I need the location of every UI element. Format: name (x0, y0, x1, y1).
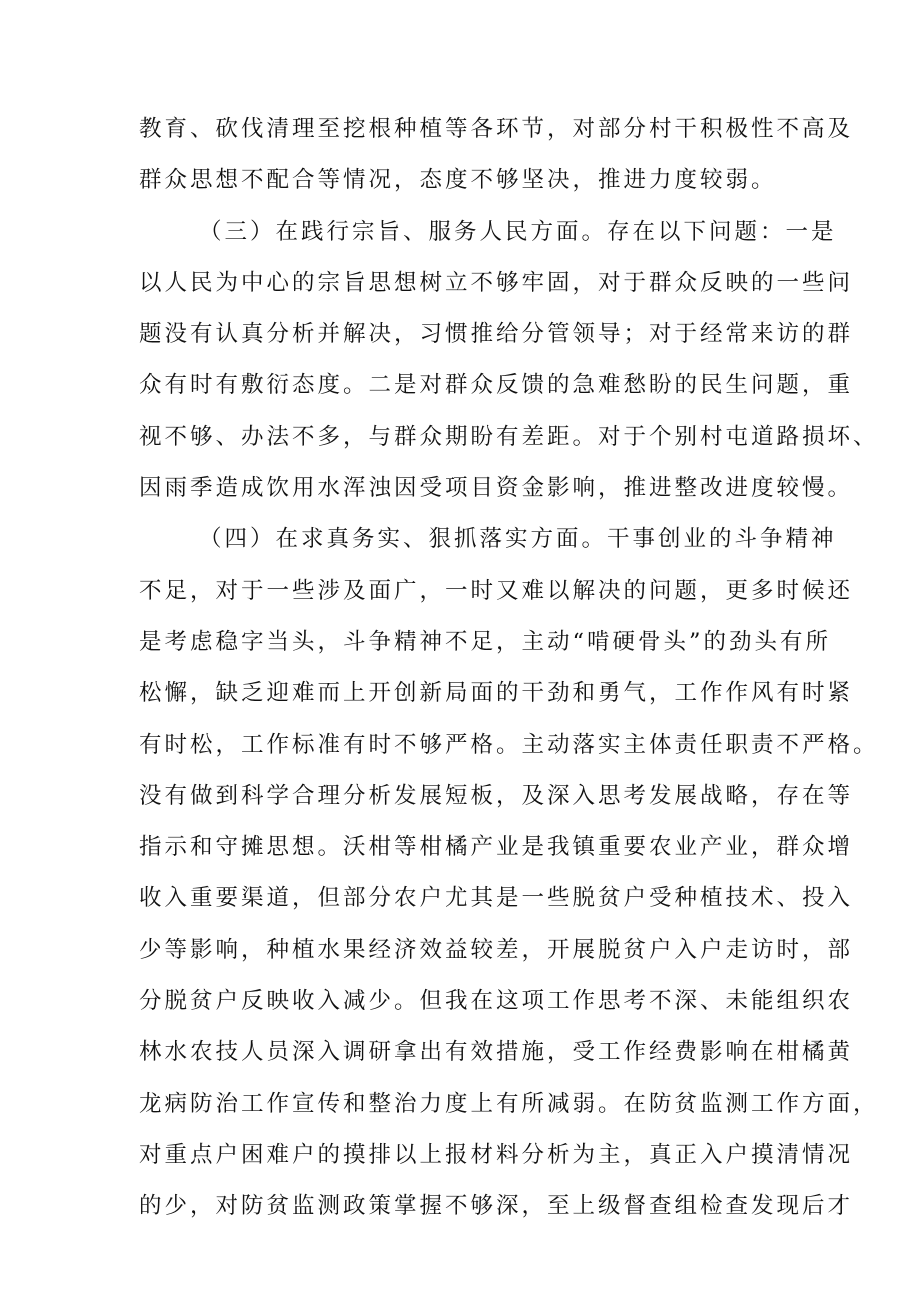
text-line: 众有时有敷衍态度。二是对群众反馈的急难愁盼的民生问题，重 (139, 372, 854, 399)
text-line: 少等影响，种植水果经济效益较差，开展脱贫户入户走访时，部 (139, 936, 854, 963)
text-line: 以人民为中心的宗旨思想树立不够牢固，对于群众反映的一些问 (139, 269, 854, 296)
text-line: 群众思想不配合等情况，态度不够坚决，推进力度较弱。 (139, 167, 777, 194)
text-line: 有时松，工作标准有时不够严格。主动落实主体责任职责不严格。 (139, 731, 879, 758)
text-line: 分脱贫户反映收入减少。但我在这项工作思考不深、未能组织农 (139, 988, 854, 1015)
body-text (139, 104, 879, 1233)
paragraph-first-line: （四）在求真务实、狠抓落实方面。干事创业的斗争精神 (199, 526, 837, 553)
text-line: 因雨季造成饮用水浑浊因受项目资金影响，推进整改进度较慢。 (139, 475, 854, 502)
text-line: 龙病防治工作宣传和整治力度上有所减弱。在防贫监测工作方面， (139, 1090, 879, 1117)
text-line: 是考虑稳字当头，斗争精神不足，主动“啃硬骨头”的劲头有所 (139, 628, 832, 655)
text-line: 题没有认真分析并解决，习惯推给分管领导；对于经常来访的群 (139, 321, 854, 348)
text-line: 松懈，缺乏迎难而上开创新局面的干劲和勇气，工作作风有时紧 (139, 680, 854, 707)
text-line: 教育、砍伐清理至挖根种植等各环节，对部分村干积极性不高及 (139, 116, 854, 142)
text-line: 视不够、办法不多，与群众期盼有差距。对于个别村屯道路损坏、 (139, 423, 879, 450)
text-line: 收入重要渠道，但部分农户尤其是一些脱贫户受种植技术、投入 (139, 885, 854, 912)
text-line: 的少，对防贫监测政策掌握不够深，至上级督查组检查发现后才 (139, 1193, 854, 1220)
text-line: 没有做到科学合理分析发展短板，及深入思考发展战略，存在等 (139, 782, 854, 809)
text-line: 对重点户困难户的摸排以上报材料分析为主，真正入户摸清情况 (139, 1141, 854, 1168)
text-line: 指示和守摊思想。沃柑等柑橘产业是我镇重要农业产业，群众增 (139, 834, 854, 861)
text-line: 林水农技人员深入调研拿出有效措施，受工作经费影响在柑橘黄 (139, 1039, 854, 1066)
paragraph-first-line: （三）在践行宗旨、服务人民方面。存在以下问题：一是 (199, 218, 837, 245)
text-line: 不足，对于一些涉及面广，一时又难以解决的问题，更多时候还 (139, 577, 854, 604)
